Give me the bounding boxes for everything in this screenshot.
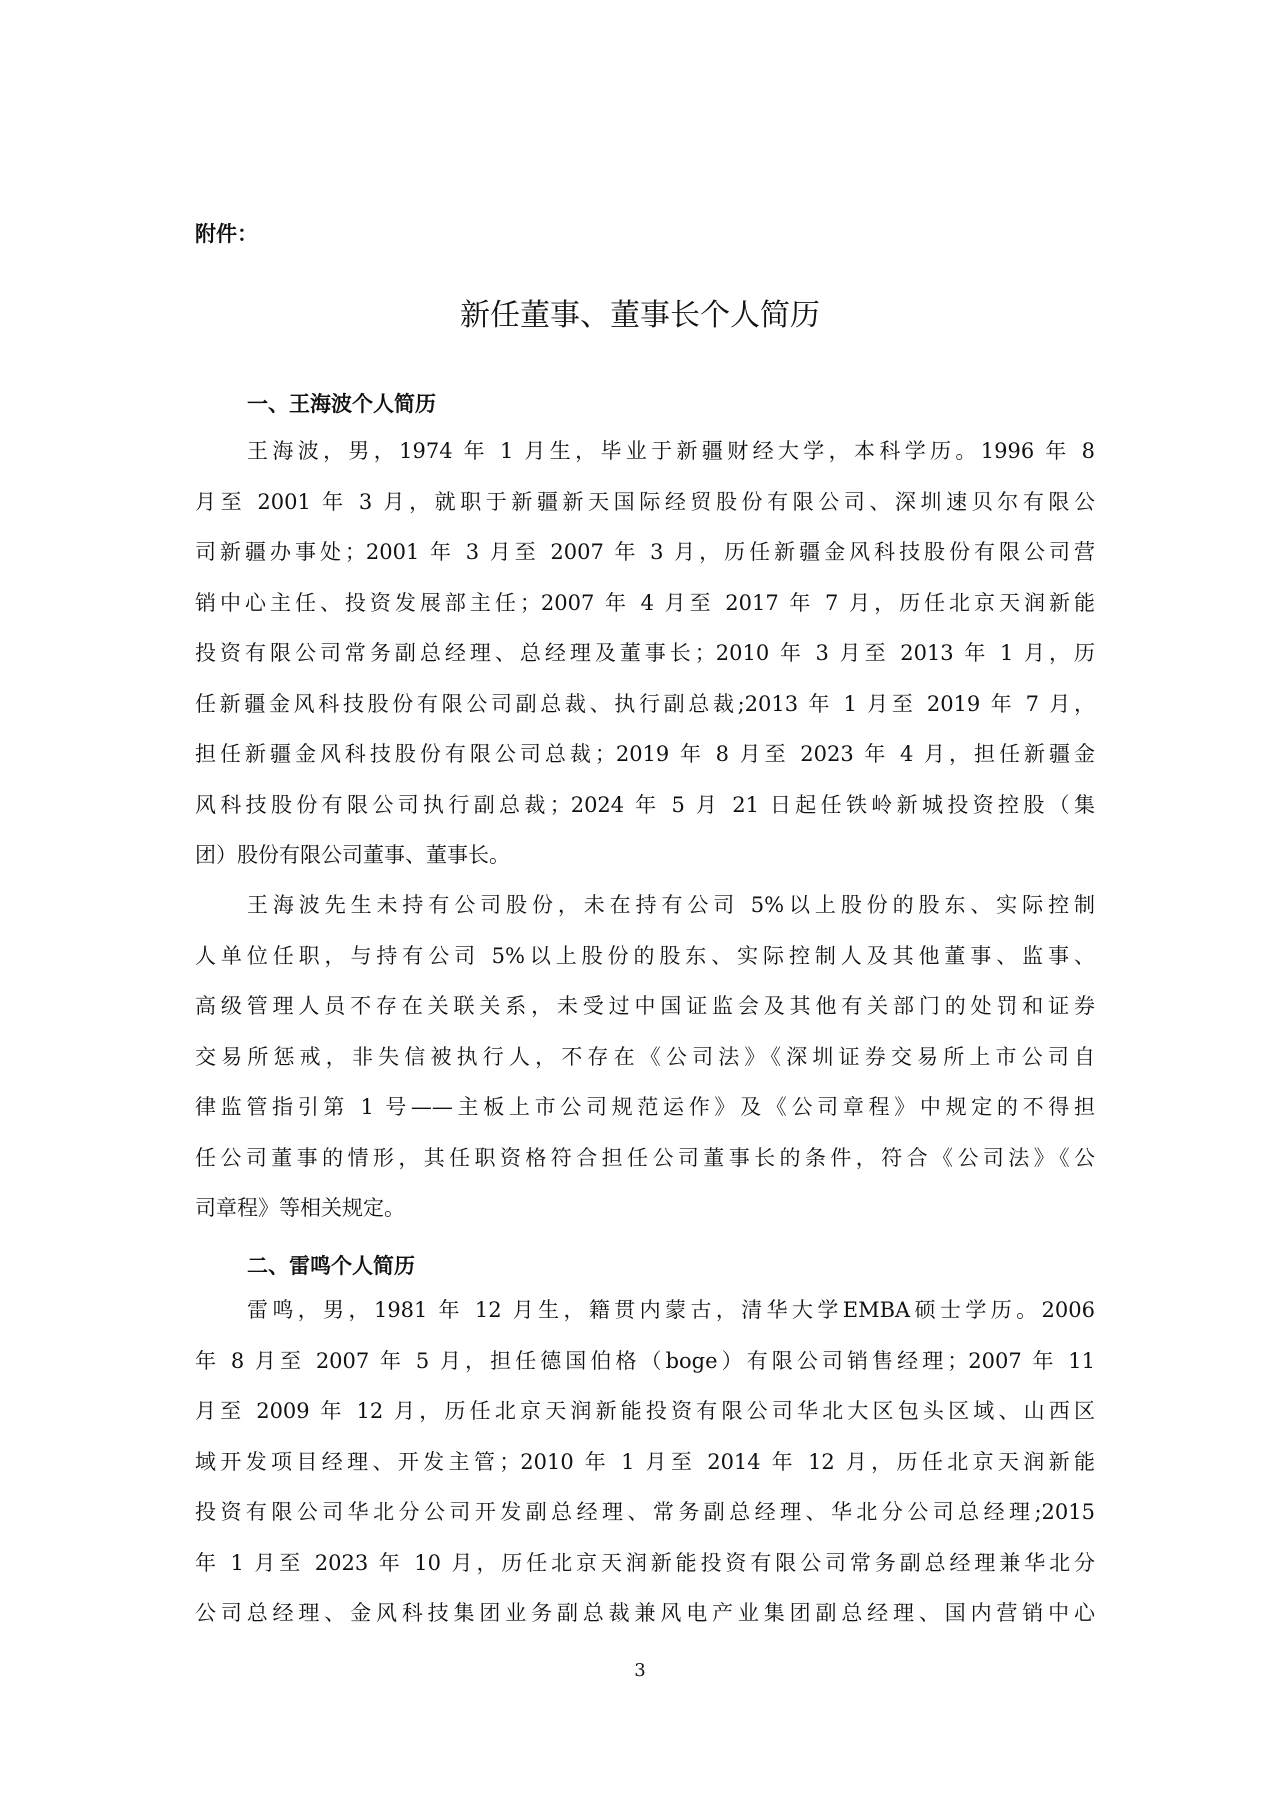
text-line: 王海波，男，1974 年 1 月生，毕业于新疆财经大学，本科学历。1996 年 8 xyxy=(247,439,1095,463)
section-heading-wang-haibo: 一、王海波个人简历 xyxy=(247,392,436,416)
text-line: 年 8 月至 2007 年 5 月，担任德国伯格（boge）有限公司销售经理；2007 年 11 xyxy=(195,1348,1095,1373)
text-line: 月至 2001 年 3 月，就职于新疆新天国际经贸股份有限公司、深圳速贝尔有限公 xyxy=(195,489,1095,514)
text-line: 年 1 月至 2023 年 10 月，历任北京天润新能投资有限公司常务副总经理兼华北分 xyxy=(195,1550,1095,1575)
text-line: 销中心主任、投资发展部主任；2007 年 4 月至 2017 年 7 月，历任北京天润新能 xyxy=(195,590,1095,615)
text-line: 担任新疆金风科技股份有限公司总裁；2019 年 8 月至 2023 年 4 月，担任新疆金 xyxy=(195,742,1095,766)
section-heading-lei-ming: 二、雷鸣个人简历 xyxy=(247,1254,415,1278)
text-line: 雷鸣，男，1981 年 12 月生，籍贯内蒙古，清华大学EMBA硕士学历。2006 xyxy=(247,1298,1095,1322)
text-line: 投资有限公司华北分公司开发副总经理、常务副总经理、华北分公司总经理;2015 xyxy=(195,1500,1095,1524)
page-title: 新任董事、董事长个人简历 xyxy=(460,298,820,333)
text-line: 投资有限公司常务副总经理、总经理及董事长；2010 年 3 月至 2013 年 1 月，历 xyxy=(195,641,1095,665)
text-line: 域开发项目经理、开发主管；2010 年 1 月至 2014 年 12 月，历任北京天润新能 xyxy=(195,1449,1095,1474)
paragraph-wang-haibo-compliance xyxy=(195,880,1095,1234)
text-line: 律监管指引第 1 号——主板上市公司规范运作》及《公司章程》中规定的不得担 xyxy=(195,1095,1095,1119)
text-line: 王海波先生未持有公司股份，未在持有公司 5%以上股份的股东、实际控制 xyxy=(247,893,1095,917)
text-line: 人单位任职，与持有公司 5%以上股份的股东、实际控制人及其他董事、监事、 xyxy=(195,943,1095,968)
text-line: 风科技股份有限公司执行副总裁；2024 年 5 月 21 日起任铁岭新城投资控股（集 xyxy=(195,792,1095,817)
text-line: 高级管理人员不存在关联关系，未受过中国证监会及其他有关部门的处罚和证券 xyxy=(195,994,1095,1018)
paragraph-lei-ming-bio xyxy=(195,1285,1095,1639)
text-line: 司新疆办事处；2001 年 3 月至 2007 年 3 月，历任新疆金风科技股份有限公司营 xyxy=(195,540,1095,564)
text-line: 任公司董事的情形，其任职资格符合担任公司董事长的条件，符合《公司法》《公 xyxy=(195,1145,1095,1170)
attachment-label: 附件： xyxy=(195,222,258,246)
text-line: 公司总经理、金风科技集团业务副总裁兼风电产业集团副总经理、国内营销中心 xyxy=(195,1601,1095,1625)
text-line: 团）股份有限公司董事、董事长。 xyxy=(195,843,510,867)
text-line: 月至 2009 年 12 月，历任北京天润新能投资有限公司华北大区包头区域、山西区 xyxy=(195,1399,1095,1423)
text-line: 司章程》等相关规定。 xyxy=(195,1196,405,1220)
text-line: 交易所惩戒，非失信被执行人，不存在《公司法》《深圳证券交易所上市公司自 xyxy=(195,1044,1095,1069)
paragraph-wang-haibo-bio xyxy=(195,426,1095,881)
page-number: 3 xyxy=(634,1660,646,1681)
text-line: 任新疆金风科技股份有限公司副总裁、执行副总裁;2013 年 1 月至 2019 年 7 月， xyxy=(195,691,1095,716)
